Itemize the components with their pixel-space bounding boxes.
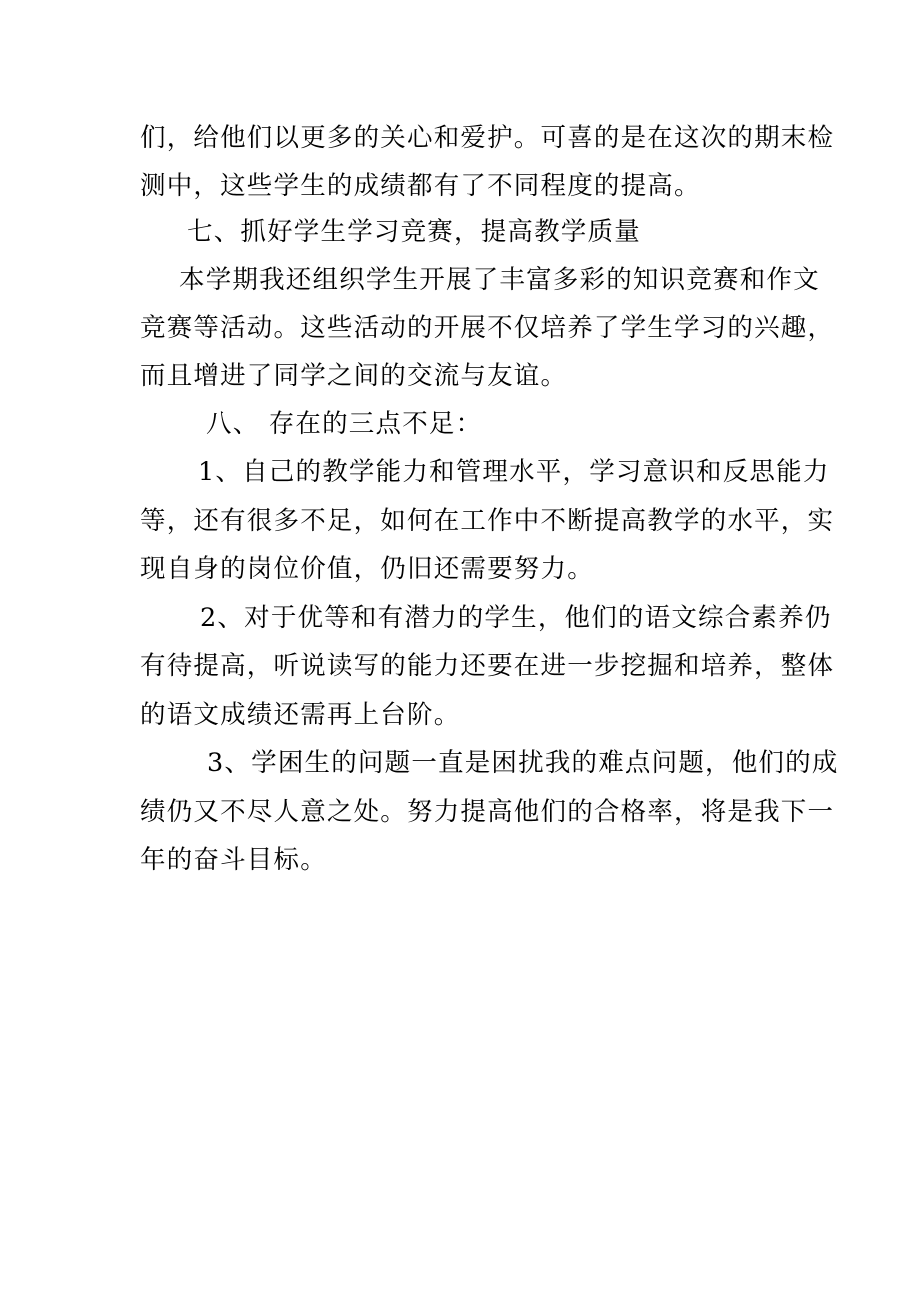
body-text-line: 等，还有很多不足，如何在工作中不断提高教学的水平，实 bbox=[140, 506, 835, 536]
section-heading: 七、抓好学生学习竞赛，提高教学质量 bbox=[187, 217, 641, 247]
body-text-line: 们，给他们以更多的关心和爱护。可喜的是在这次的期末检 bbox=[140, 123, 835, 153]
body-text-line: 竞赛等活动。这些活动的开展不仅培养了学生学习的兴趣， bbox=[140, 313, 835, 343]
body-text-line: 绩仍又不尽人意之处。努力提高他们的合格率，将是我下一 bbox=[140, 797, 835, 827]
section-heading: 八、 存在的三点不足： bbox=[206, 409, 483, 439]
body-text-line: 3、学困生的问题一直是困扰我的难点问题，他们的成 bbox=[207, 748, 839, 778]
body-text-line: 本学期我还组织学生开展了丰富多彩的知识竞赛和作文 bbox=[179, 265, 820, 295]
body-text-line: 年的奋斗目标。 bbox=[140, 845, 327, 875]
body-text-line: 测中，这些学生的成绩都有了不同程度的提高。 bbox=[140, 171, 701, 201]
body-text-line: 有待提高，听说读写的能力还要在进一步挖掘和培养，整体 bbox=[140, 651, 835, 681]
body-text-line: 而且增进了同学之间的交流与友谊。 bbox=[140, 361, 568, 391]
body-text-line: 现自身的岗位价值，仍旧还需要努力。 bbox=[140, 554, 594, 584]
body-text-line: 的语文成绩还需再上台阶。 bbox=[140, 700, 461, 730]
body-text-line: 1、自己的教学能力和管理水平，学习意识和反思能力 bbox=[198, 457, 830, 487]
body-text-line: 2、对于优等和有潜力的学生，他们的语文综合素养仍 bbox=[200, 603, 832, 633]
